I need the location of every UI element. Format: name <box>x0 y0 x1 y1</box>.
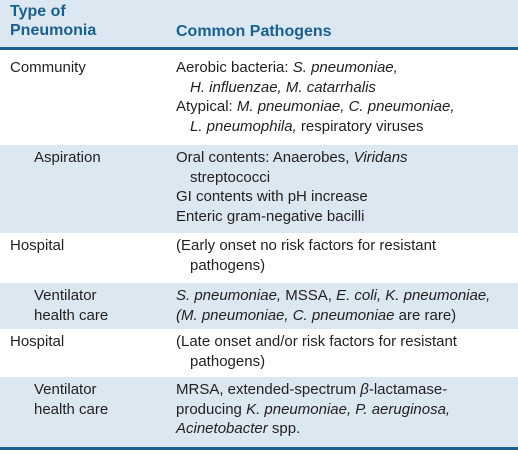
pathogen-text: (Early onset no risk factors for resistant <box>176 237 437 254</box>
pathogen-text: S. pneumoniae, <box>176 287 282 304</box>
pathogen-line <box>176 78 512 98</box>
pathogen-text: L. pneumophila, <box>190 117 297 135</box>
table-row-hospital-late <box>0 329 518 377</box>
row-pathogens <box>176 380 512 439</box>
pathogen-line <box>176 380 512 400</box>
row-pathogens <box>176 236 512 275</box>
pathogen-text: H. influenzae, M. catarrhalis <box>190 78 376 96</box>
table-row-aspiration <box>0 145 518 233</box>
pathogen-text: Atypical: <box>176 98 237 115</box>
row-pathogens <box>176 148 512 226</box>
pathogen-line <box>176 286 512 306</box>
pathogen-text: respiratory viruses <box>296 117 424 135</box>
pathogen-line <box>176 97 512 117</box>
row-type-label: Hospital <box>10 333 65 350</box>
pathogen-line <box>176 419 512 439</box>
table-row-community <box>0 55 518 145</box>
table-row-ventilator-late <box>0 377 518 447</box>
row-type-line2: health care <box>34 306 109 324</box>
pathogen-text: Enteric gram-negative bacilli <box>176 207 365 225</box>
pathogen-line <box>176 306 512 326</box>
pathogen-line <box>176 236 512 256</box>
pathogen-text: GI contents with pH increase <box>176 188 368 205</box>
pathogen-line <box>176 400 512 420</box>
table-row-hospital-early <box>0 233 518 283</box>
pathogen-text: Viridans <box>353 149 408 166</box>
pathogen-line <box>176 148 512 168</box>
row-type-label <box>34 380 108 419</box>
pathogen-text: pathogens) <box>190 256 266 274</box>
pathogen-text: are rare) <box>394 306 457 324</box>
pathogen-text: MSSA, <box>281 287 337 304</box>
pathogen-line <box>176 256 512 276</box>
pathogen-text: (Late onset and/or risk factors for resistant <box>176 333 457 350</box>
pathogen-line <box>176 117 512 137</box>
pathogen-line <box>176 332 512 352</box>
pathogen-text: Aerobic bacteria: <box>176 59 293 76</box>
pathogen-text: producing <box>176 400 247 418</box>
row-type-label: Hospital <box>10 237 65 254</box>
header-type-of-pneumonia <box>10 2 150 40</box>
pathogen-line <box>176 352 512 372</box>
pathogen-text: E. coli, K. pneumoniae, <box>336 287 491 304</box>
pathogen-text: S. pneumoniae, <box>292 59 398 76</box>
pathogen-text: Acinetobacter <box>176 420 268 437</box>
row-pathogens <box>176 58 512 136</box>
pathogen-text: Oral contents: Anaerobes, <box>176 149 354 166</box>
row-type-line1: Ventilator <box>34 287 97 304</box>
pathogen-text: spp. <box>267 420 301 437</box>
pathogen-text: MRSA, extended-spectrum <box>176 381 361 398</box>
row-type-line2: health care <box>34 400 109 418</box>
header-common-pathogens: Common Pathogens <box>176 23 332 40</box>
pathogen-text: β <box>360 381 369 398</box>
row-type-label: Aspiration <box>34 149 101 166</box>
pathogen-line <box>176 168 512 188</box>
row-type-line1: Ventilator <box>34 381 97 398</box>
table-header <box>0 0 518 50</box>
table-bottom-rule <box>0 447 518 450</box>
pathogen-text: streptococci <box>190 168 271 186</box>
header-col1-line1: Type of <box>10 3 66 20</box>
pathogen-text: M. pneumoniae, C. pneumoniae, <box>236 98 455 115</box>
pathogen-text: K. pneumoniae, P. aeruginosa, <box>246 400 451 418</box>
row-pathogens <box>176 332 512 371</box>
pathogen-text: -lactamase- <box>368 381 448 398</box>
pathogen-line <box>176 187 512 207</box>
pathogen-text: (M. pneumoniae, C. pneumoniae <box>176 306 395 324</box>
row-type-label <box>34 286 108 325</box>
pathogen-line <box>176 58 512 78</box>
pathogen-text: pathogens) <box>190 352 266 370</box>
row-pathogens <box>176 286 512 325</box>
row-type-label: Community <box>10 59 86 76</box>
table-row-ventilator-early <box>0 283 518 329</box>
header-col1-line2: Pneumonia <box>10 22 97 39</box>
pathogen-line <box>176 207 512 227</box>
